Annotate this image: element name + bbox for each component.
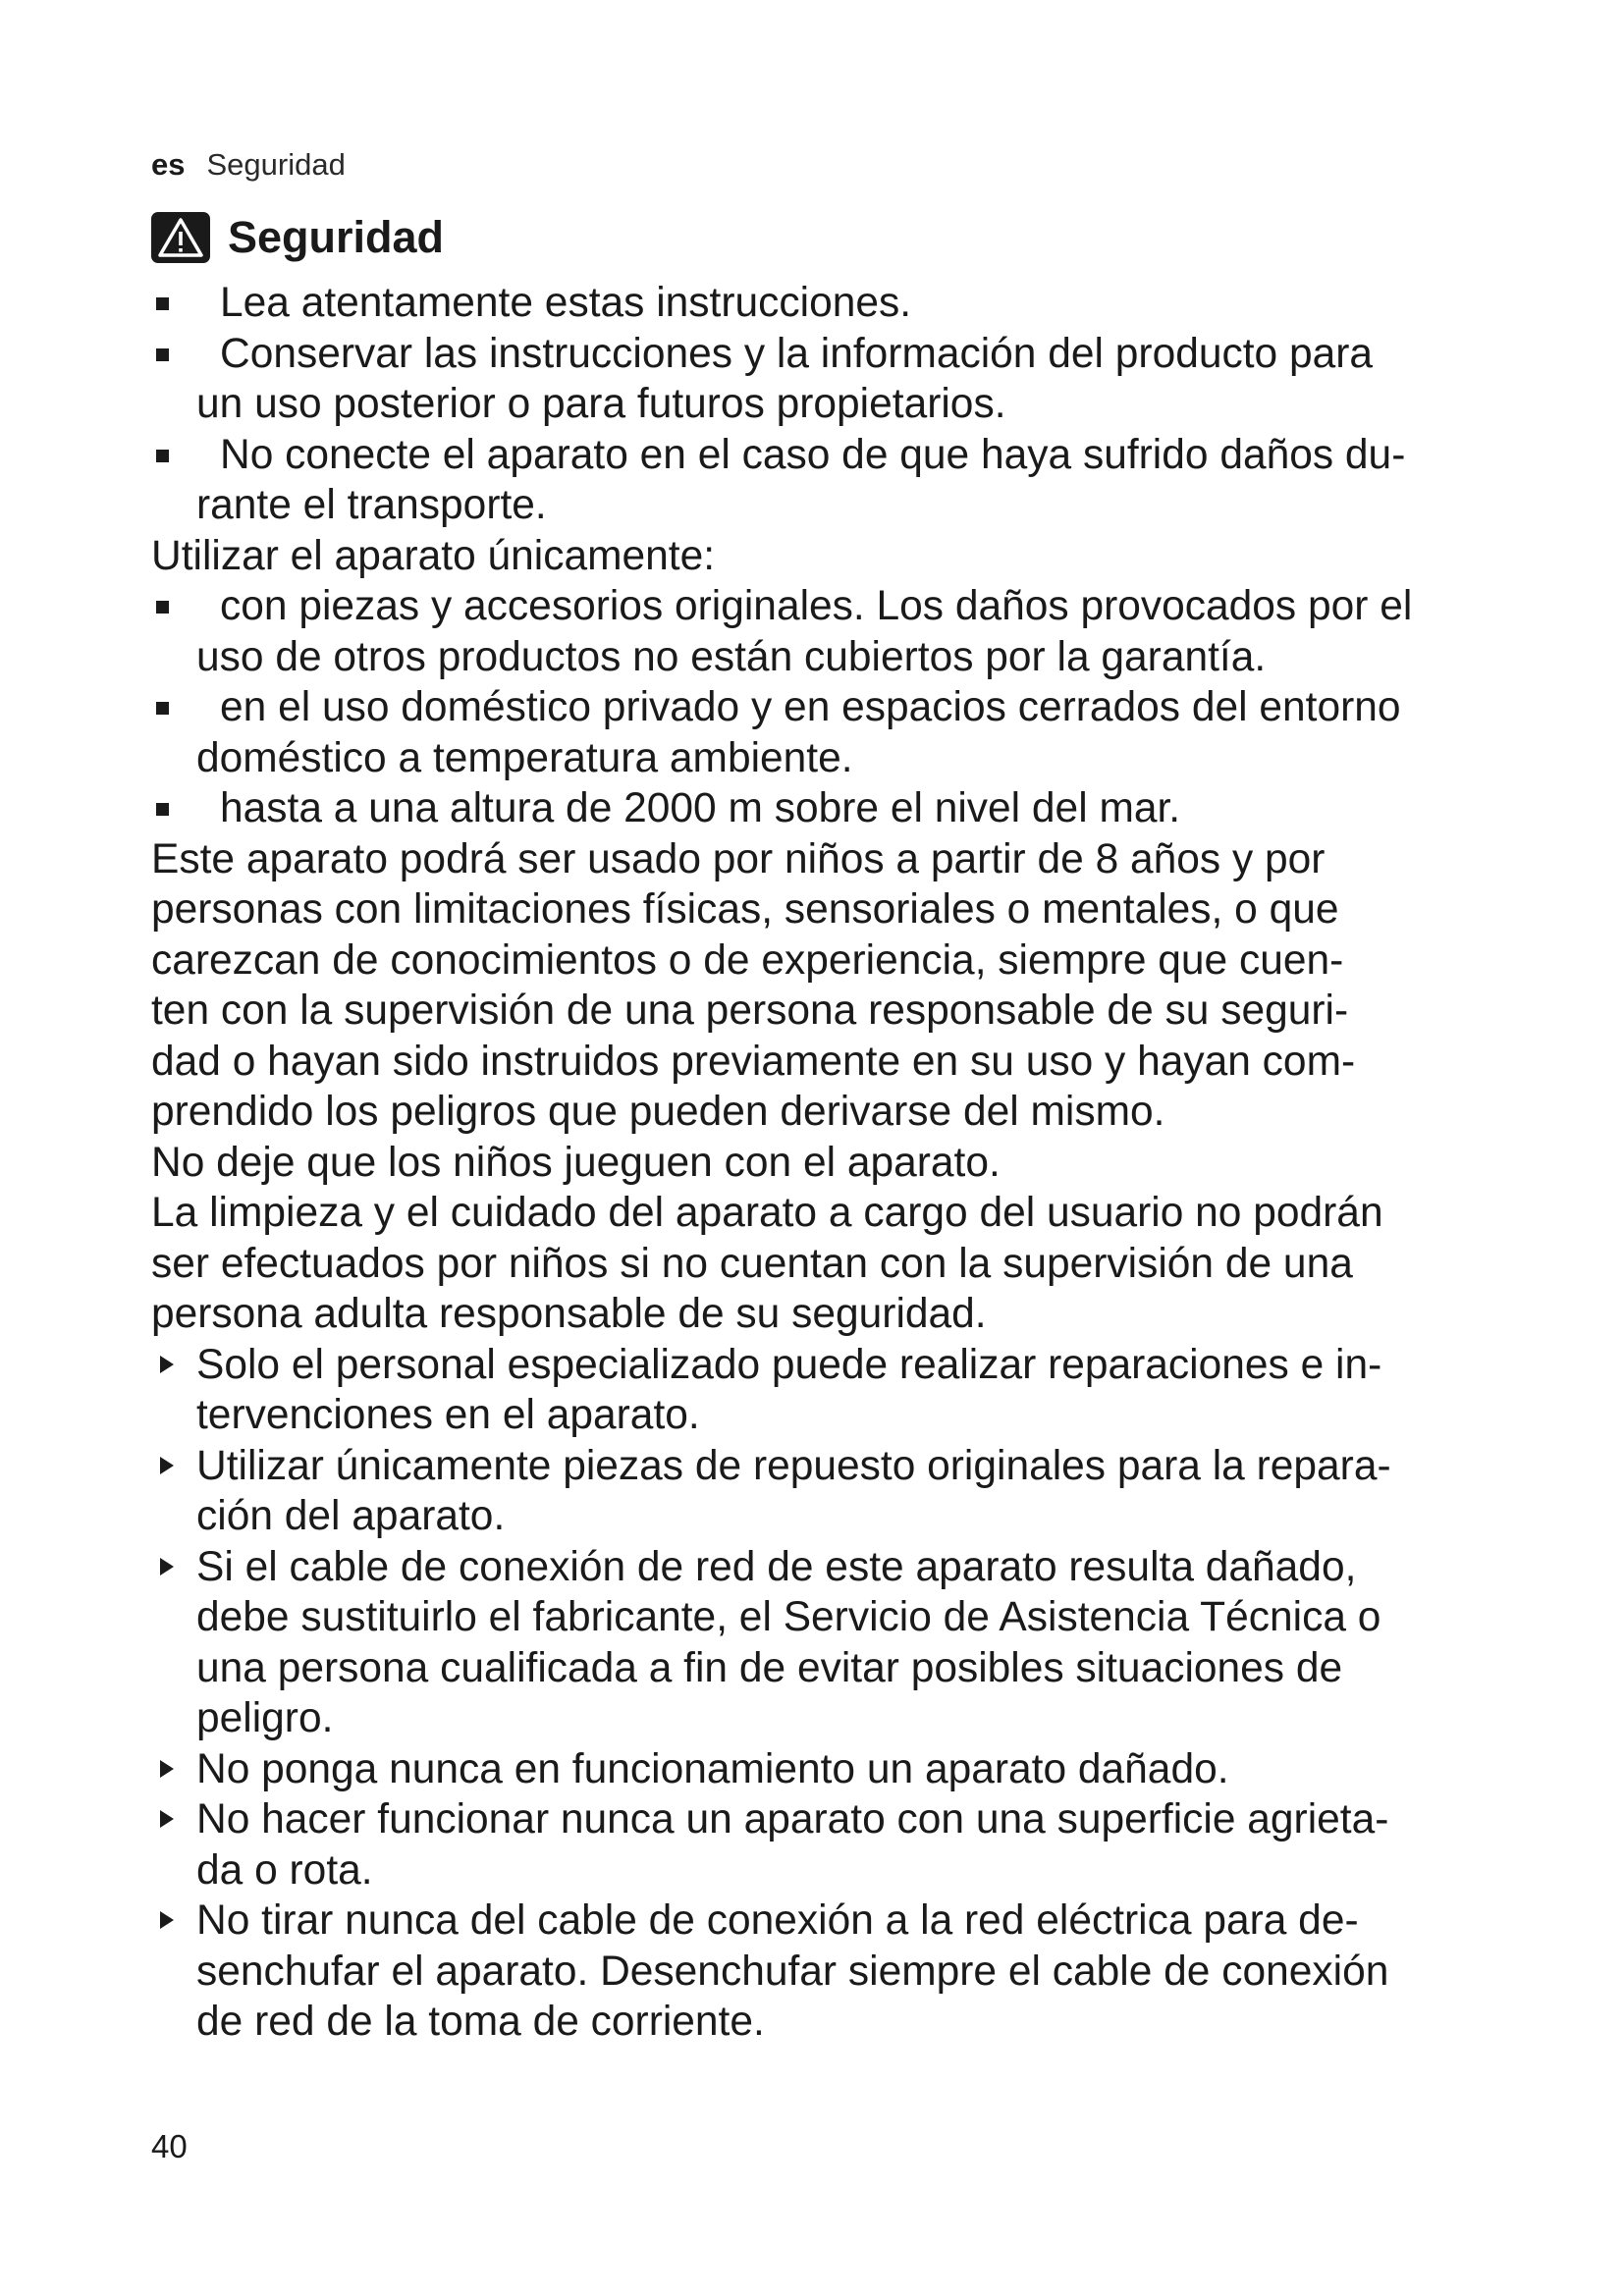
bullet-line: No conecte el aparato en el caso de que haya sufrido daños du- [220, 431, 1406, 478]
instruction-line: senchufar el aparato. Desenchufar siempre el cable de conexión [196, 1948, 1389, 1995]
instruction-line: de red de la toma de corriente. [196, 1999, 765, 2045]
instruction-item [151, 1441, 1545, 1542]
paragraph-line: No deje que los niños jueguen con el aparato. [151, 1139, 1001, 1186]
bullet-item [151, 278, 1545, 329]
bullet-line: Lea atentamente estas instrucciones. [220, 280, 912, 326]
paragraph [151, 834, 1545, 1138]
paragraph-line: persona adulta responsable de su seguridad. [151, 1291, 987, 1337]
instruction-item [151, 1744, 1545, 1795]
instruction-line: Si el cable de conexión de red de este aparato resulta dañado, [196, 1543, 1357, 1590]
paragraph-line: prendido los peligros que pueden derivarse del mismo. [151, 1089, 1165, 1135]
instruction-line: No ponga nunca en funcionamiento un aparato dañado. [196, 1745, 1229, 1792]
instruction-line: peligro. [196, 1695, 334, 1741]
instruction-item [151, 1794, 1545, 1896]
instruction-line: No hacer funcionar nunca un aparato con una superficie agrieta- [196, 1796, 1389, 1842]
paragraph-line: Utilizar el aparato únicamente: [151, 532, 716, 579]
bullet-item [151, 581, 1545, 682]
paragraph-line: dad o hayan sido instruidos previamente en su uso y hayan com- [151, 1038, 1356, 1085]
safety-content [151, 278, 1545, 2048]
bullet-line: en el uso doméstico privado y en espacios cerrados del entorno [220, 684, 1401, 730]
instruction-item [151, 1542, 1545, 1744]
running-header [151, 147, 346, 183]
bullet-item [151, 430, 1545, 531]
paragraph [151, 1188, 1545, 1340]
paragraph-line: La limpieza y el cuidado del aparato a cargo del usuario no podrán [151, 1190, 1383, 1236]
paragraph [151, 531, 1545, 582]
warning-icon [151, 212, 210, 263]
section-name: Seguridad [206, 147, 346, 182]
instruction-line: una persona cualificada a fin de evitar posibles situaciones de [196, 1644, 1343, 1691]
paragraph-line: Este aparato podrá ser usado por niños a partir de 8 años y por [151, 835, 1326, 882]
instruction-item [151, 1340, 1545, 1441]
page-title: Seguridad [228, 212, 445, 262]
language-code: es [151, 147, 186, 182]
bullet-line: rante el transporte. [196, 482, 547, 528]
bullet-line: Conservar las instrucciones y la información del producto para [220, 330, 1374, 377]
instruction-line: No tirar nunca del cable de conexión a la red eléctrica para de- [196, 1897, 1359, 1944]
instruction-line: Solo el personal especializado puede realizar reparaciones e in- [196, 1341, 1382, 1388]
bullet-item [151, 329, 1545, 430]
bullet-line: uso de otros productos no están cubiertos por la garantía. [196, 633, 1267, 680]
bullet-item [151, 783, 1545, 834]
bullet-line: doméstico a temperatura ambiente. [196, 734, 853, 781]
paragraph [151, 1138, 1545, 1189]
paragraph-line: ten con la supervisión de una persona responsable de su seguri- [151, 988, 1349, 1034]
bullet-item [151, 682, 1545, 783]
instruction-item [151, 1896, 1545, 2048]
instruction-line: tervenciones en el aparato. [196, 1392, 700, 1438]
instruction-line: debe sustituirlo el fabricante, el Servicio de Asistencia Técnica o [196, 1594, 1381, 1640]
paragraph-line: personas con limitaciones físicas, sensoriales o mentales, o que [151, 886, 1339, 933]
bullet-line: hasta a una altura de 2000 m sobre el nivel del mar. [220, 785, 1181, 831]
paragraph-line: ser efectuados por niños si no cuentan con la supervisión de una [151, 1240, 1353, 1287]
section-heading [151, 212, 444, 263]
page-number: 40 [151, 2128, 188, 2164]
instruction-line: ción del aparato. [196, 1493, 506, 1539]
instruction-line: da o rota. [196, 1846, 373, 1894]
instruction-line: Utilizar únicamente piezas de repuesto originales para la repara- [196, 1442, 1391, 1489]
paragraph-line: carezcan de conocimientos o de experiencia, siempre que cuen- [151, 936, 1344, 984]
bullet-line: con piezas y accesorios originales. Los daños provocados por el [220, 583, 1413, 629]
bullet-line: un uso posterior o para futuros propietarios. [196, 381, 1006, 427]
